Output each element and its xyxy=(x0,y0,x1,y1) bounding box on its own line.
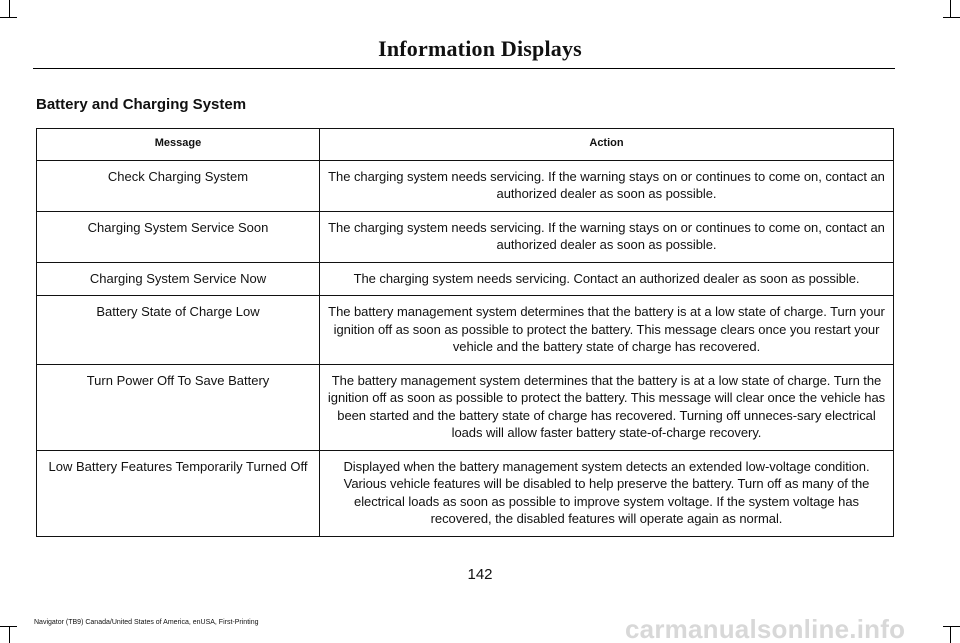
column-header-action: Action xyxy=(320,129,894,161)
message-cell: Charging System Service Now xyxy=(37,262,320,296)
action-cell: The charging system needs servicing. If the warning stays on or continues to come on, contact an authorized dealer as soon as possible. xyxy=(320,160,894,211)
action-cell: The battery management system determines that the battery is at a low state of charge. Turn the ignition off as soon as possible to protect the battery. This message will clear once the vehicle has been started and the battery state of charge has recovered. Turning off unneces-sary electrical loads will allow faster battery state-of-charge recovery. xyxy=(320,364,894,450)
table-row xyxy=(37,160,894,211)
column-header-message: Message xyxy=(37,129,320,161)
table-header-row xyxy=(37,129,894,161)
table-row xyxy=(37,364,894,450)
header-divider xyxy=(33,68,895,69)
page-number: 142 xyxy=(467,566,493,583)
crop-mark-top-left-h xyxy=(0,17,17,18)
crop-mark-top-right-h xyxy=(943,17,960,18)
table-row xyxy=(37,296,894,365)
message-cell: Low Battery Features Temporarily Turned Off xyxy=(37,450,320,536)
table-row xyxy=(37,262,894,296)
crop-mark-top-right-v xyxy=(950,0,951,17)
action-cell: The charging system needs servicing. Contact an authorized dealer as soon as possible. xyxy=(320,262,894,296)
action-cell: Displayed when the battery management system detects an extended low-voltage condition. Various vehicle features will be disabled to help preserve the battery. Turn off as many of the electrical loads as soon as possible to improve system voltage. If the system voltage has recovered, the disabled features will operate again as normal. xyxy=(320,450,894,536)
message-cell: Turn Power Off To Save Battery xyxy=(37,364,320,450)
action-cell: The battery management system determines that the battery is at a low state of charge. Turn your ignition off as soon as possible to protect the battery. This message clears once you restart your vehicle and the battery state of charge has recovered. xyxy=(320,296,894,365)
crop-mark-bottom-right-h xyxy=(943,626,960,627)
crop-mark-bottom-left-h xyxy=(0,626,17,627)
action-cell: The charging system needs servicing. If the warning stays on or continues to come on, contact an authorized dealer as soon as possible. xyxy=(320,211,894,262)
watermark: carmanualsonline.info xyxy=(625,614,906,643)
page-header-title: Information Displays xyxy=(378,36,582,61)
message-cell: Battery State of Charge Low xyxy=(37,296,320,365)
messages-table xyxy=(36,128,894,537)
table-row xyxy=(37,211,894,262)
edition-footer: Navigator (TB9) Canada/United States of America, enUSA, First-Printing xyxy=(34,619,259,626)
crop-mark-top-left-v xyxy=(9,0,10,17)
message-cell: Check Charging System xyxy=(37,160,320,211)
message-cell: Charging System Service Soon xyxy=(37,211,320,262)
crop-mark-bottom-left-v xyxy=(9,626,10,643)
section-title: Battery and Charging System xyxy=(36,96,247,113)
table-row xyxy=(37,450,894,536)
crop-mark-bottom-right-v xyxy=(950,626,951,643)
